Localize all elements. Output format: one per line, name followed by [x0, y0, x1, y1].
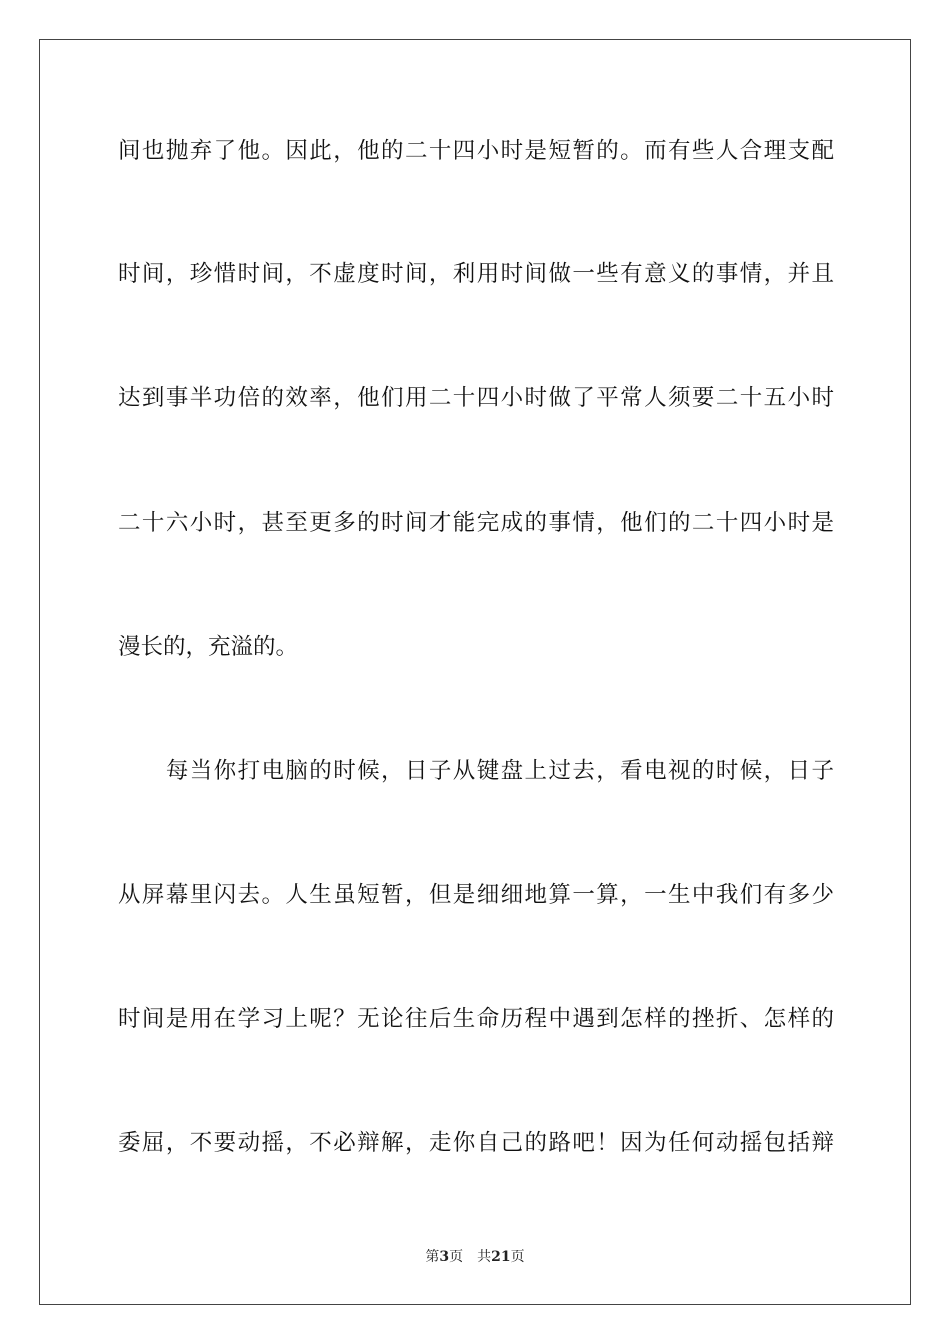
page-prefix: 第	[425, 1249, 440, 1265]
page-border	[39, 39, 911, 1305]
paragraph-line: 时间是用在学习上呢？无论往后生命历程中遇到怎样的挫折、怎样的	[118, 1006, 834, 1032]
paragraph-line: 从屏幕里闪去。人生虽短暂，但是细细地算一算，一生中我们有多少	[118, 882, 834, 908]
page-footer	[0, 1248, 950, 1266]
total-suffix: 页	[510, 1249, 525, 1265]
paragraph-line: 时间，珍惜时间，不虚度时间，利用时间做一些有意义的事情，并且	[118, 261, 834, 287]
paragraph-line: 委屈，不要动摇，不必辩解，走你自己的路吧！因为任何动摇包括辩	[118, 1130, 834, 1156]
paragraph-line: 间也抛弃了他。因此，他的二十四小时是短暂的。而有些人合理支配	[118, 138, 834, 164]
paragraph-line: 达到事半功倍的效率，他们用二十四小时做了平常人须要二十五小时	[118, 385, 834, 411]
paragraph-line: 漫长的，充溢的。	[118, 634, 299, 660]
page-number: 3	[439, 1249, 450, 1265]
total-prefix: 共	[477, 1249, 492, 1265]
paragraph-line: 每当你打电脑的时候，日子从键盘上过去，看电视的时候，日子	[118, 758, 834, 784]
paragraph-line: 二十六小时，甚至更多的时间才能完成的事情，他们的二十四小时是	[118, 510, 834, 536]
total-pages: 21	[491, 1249, 511, 1265]
page-suffix: 页	[449, 1249, 464, 1265]
